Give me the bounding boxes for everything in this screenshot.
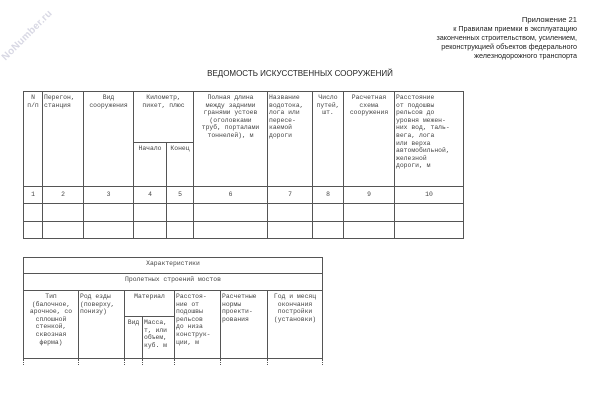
column-number: 1 [23, 186, 43, 204]
table-cell [133, 203, 167, 222]
table-continuation [267, 359, 268, 365]
table-cell [23, 203, 43, 222]
document-title: ВЕДОМОСТЬ ИСКУССТВЕННЫХ СООРУЖЕНИЙ [207, 69, 393, 78]
header-year: Год и месяц окончания постройки (установки) [267, 290, 323, 359]
header-characteristics: Характеристики [23, 257, 323, 274]
header-kind: Вид [124, 316, 143, 359]
header-structure-type: Вид сооружения [83, 91, 134, 187]
appendix-line: к Правилам приемки в эксплуатацию [453, 24, 577, 33]
column-number: 8 [312, 186, 344, 204]
table-continuation [220, 359, 221, 365]
table-continuation [124, 359, 125, 365]
table-cell [166, 221, 194, 239]
header-span-type: Тип (балочное, арочное, со сплошной стенкой, сквозная ферма) [23, 290, 79, 359]
header-tracks: Число путей, шт. [312, 91, 344, 187]
table-cell [394, 203, 464, 222]
table-continuation [23, 359, 24, 365]
header-watercourse: Название водотока, лога или пересе- каемой дороги [267, 91, 313, 187]
column-number: 9 [343, 186, 395, 204]
column-number: 6 [193, 186, 268, 204]
table-cell [83, 203, 134, 222]
table-cell [133, 221, 167, 239]
table-cell [83, 221, 134, 239]
header-num: N п/п [23, 91, 43, 187]
table-cell [343, 221, 395, 239]
header-start: Начало [133, 142, 167, 187]
column-number: 5 [166, 186, 194, 204]
table-continuation [78, 359, 79, 365]
table-cell [312, 203, 344, 222]
header-mass: Масса, т, или объем, куб. м [142, 316, 175, 359]
appendix-line: законченных строительством, усилением, [436, 33, 577, 42]
table-cell [267, 221, 313, 239]
column-number: 10 [394, 186, 464, 204]
header-ride: Род езды (поверху, понизу) [78, 290, 125, 359]
header-distance: Расстояние от подошвы рельсов до уровня межен- них вод, таль- вега, лога или верха автомобильной, железной дороги, м [394, 91, 464, 187]
table-cell [394, 221, 464, 239]
table-cell [193, 221, 268, 239]
table-cell [312, 221, 344, 239]
header-stage: Перегон, станция [42, 91, 84, 187]
table-cell [193, 203, 268, 222]
appendix-note [436, 15, 577, 60]
appendix-line: Приложение 21 [521, 15, 577, 24]
watermark: NoNumber.ru [0, 8, 55, 63]
table-cell [166, 203, 194, 222]
column-number: 3 [83, 186, 134, 204]
table-cell [343, 203, 395, 222]
column-number: 2 [42, 186, 84, 204]
table-continuation [142, 359, 143, 365]
table-cell [42, 221, 84, 239]
column-number: 4 [133, 186, 167, 204]
table-continuation [174, 359, 175, 365]
table-continuation [322, 359, 323, 365]
column-number: 7 [267, 186, 313, 204]
header-length: Полная длина между задними гранями устоев (оголовками труб, порталами тоннелей), м [193, 91, 268, 187]
appendix-line: железнодорожного транспорта [474, 51, 577, 60]
header-scheme: Расчетная схема сооружения [343, 91, 395, 187]
header-spans: Пролетных строений мостов [23, 273, 323, 291]
appendix-line: реконструкцией объектов федерального [441, 42, 577, 51]
header-material: Материал [124, 290, 175, 317]
header-end: Конец [166, 142, 194, 187]
table-cell [23, 221, 43, 239]
header-km: Километр, пикет, плюс [133, 91, 194, 143]
table-cell [42, 203, 84, 222]
header-distance-bottom: Расстоя- ние от подошвы рельсов до низа конструк- ции, м [174, 290, 221, 359]
table-cell [267, 203, 313, 222]
header-norms: Расчетные нормы проекти- рования [220, 290, 268, 359]
